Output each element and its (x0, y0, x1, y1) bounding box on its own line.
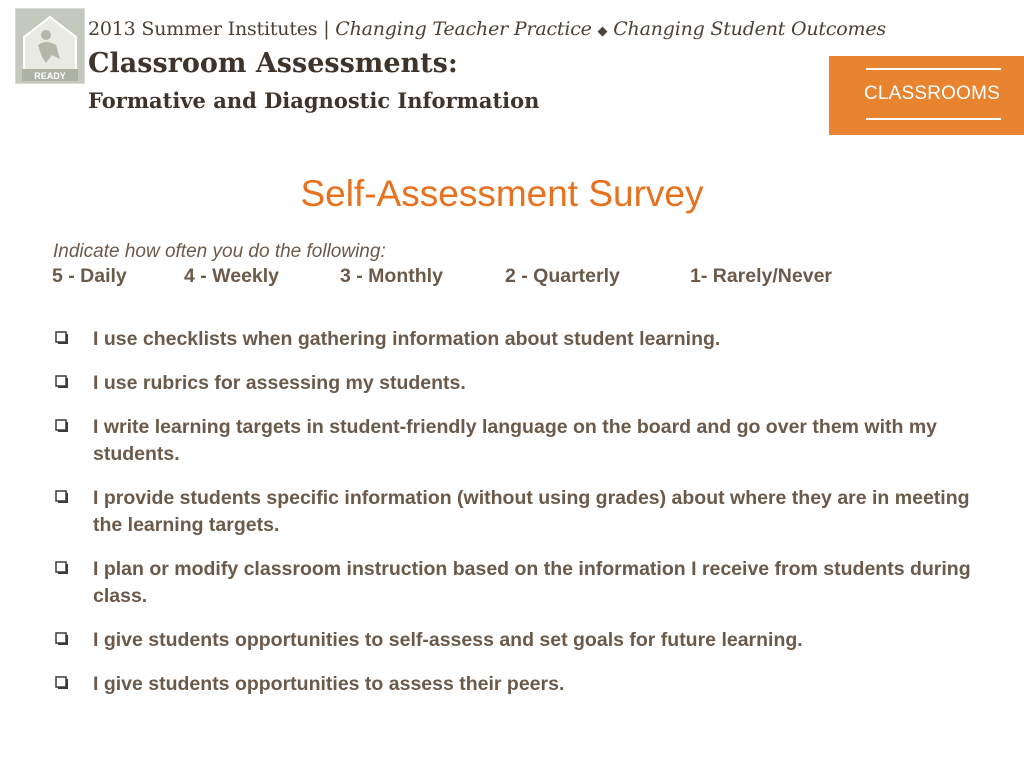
scale-option-1: 1- Rarely/Never (690, 265, 833, 287)
badge-label: CLASSROOMS (863, 83, 1001, 104)
survey-item-text: I use checklists when gathering information about student learning. (93, 328, 721, 350)
logo-text: READY (34, 71, 66, 81)
scale-option-5: 5 - Daily (52, 265, 127, 287)
checkbox-icon[interactable] (55, 561, 69, 575)
page-subtitle: Formative and Diagnostic Information (88, 88, 540, 113)
survey-item (54, 414, 974, 468)
ready-logo (15, 8, 85, 84)
survey-item (54, 370, 974, 397)
diamond-separator: ◆ (597, 24, 608, 39)
survey-item-text: I plan or modify classroom instruction based on the information I receive from students during class. (93, 558, 971, 607)
survey-item-text: I give students opportunities to assess their peers. (93, 673, 565, 695)
ready-logo-icon (16, 9, 84, 83)
checkbox-icon[interactable] (55, 490, 69, 504)
tagline-part-2: Changing Student Outcomes (607, 18, 886, 40)
scale-option-3: 3 - Monthly (340, 265, 443, 287)
checkbox-icon[interactable] (55, 331, 69, 345)
survey-item-text: I write learning targets in student-friendly language on the board and go over them with my students. (93, 416, 938, 465)
survey-instruction: Indicate how often you do the following: (53, 241, 386, 262)
checkbox-icon[interactable] (55, 676, 69, 690)
badge-rule-top (866, 68, 1001, 70)
checkbox-icon[interactable] (55, 632, 69, 646)
survey-item (54, 326, 974, 353)
checkbox-icon[interactable] (55, 419, 69, 433)
survey-item-text: I provide students specific information (without using grades) about where they are in meeting the learning targets. (93, 487, 970, 536)
survey-item-text: I use rubrics for assessing my students. (93, 372, 466, 394)
badge-rule-bottom (866, 118, 1001, 120)
survey-item-text: I give students opportunities to self-assess and set goals for future learning. (93, 629, 803, 651)
tagline-part-1: Changing Teacher Practice (335, 18, 598, 40)
scale-option-2: 2 - Quarterly (505, 265, 620, 287)
survey-item (54, 485, 974, 539)
survey-items (54, 326, 974, 715)
survey-title: Self-Assessment Survey (300, 173, 704, 214)
institute-name: 2013 Summer Institutes | (88, 18, 336, 40)
checkbox-icon[interactable] (55, 375, 69, 389)
survey-item (54, 671, 974, 698)
scale-option-4: 4 - Weekly (184, 265, 280, 287)
survey-item (54, 627, 974, 654)
classrooms-badge (829, 56, 1024, 135)
institute-line (88, 18, 886, 40)
page-title: Classroom Assessments: (88, 48, 458, 79)
survey-item (54, 556, 974, 610)
